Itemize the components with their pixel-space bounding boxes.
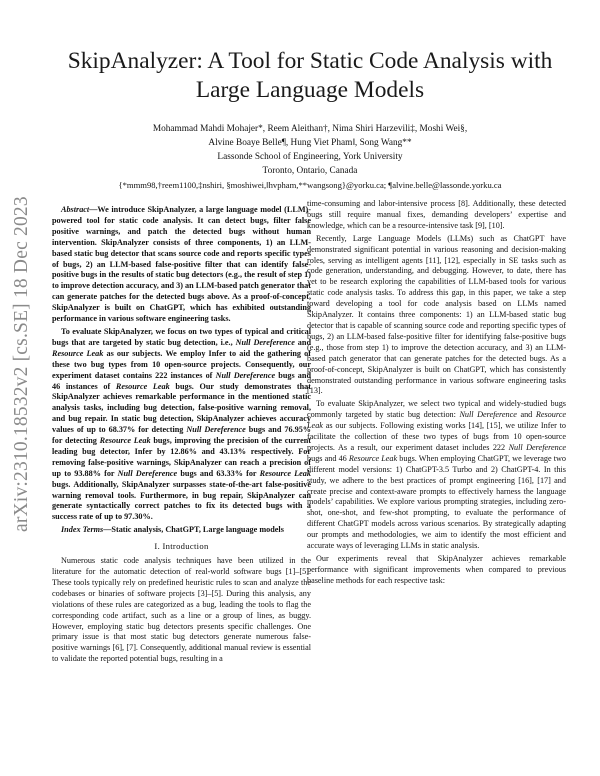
right-column: [307, 199, 566, 589]
arxiv-identifier: arXiv:2310.18532v2 [cs.SE] 18 Dec 2023: [11, 196, 32, 532]
abstract-paragraph-2: To evaluate SkipAnalyzer, we focus on two types of typical and critical bugs that are targeted by static bug detection, i.e., Null Dereference and Resource Leak as our subjects. We employ Infer to aid the gathering of these two bug types from 10 open-source projects. Consequently, our experiment dataset contains 222 instances of Null Dereference bugs and 46 instances of Resource Leak bugs. Our study demonstrates that SkipAnalyzer achieves remarkable performance in the mentioned static analysis tasks, including bug detection, false-positive warning removal, and bug repair. In static bug detection, SkipAnalyzer achieves accuracy values of up to 68.37% for detecting Null Dereference bugs and 76.95% for detecting Resource Leak bugs, improving the precision of the current leading bug detector, Infer by 12.86% and 43.13% respectively. For removing false-positive warnings, SkipAnalyzer can reach a precision of up to 93.88% for Null Dereference bugs and 63.33% for Resource Leak bugs. Additionally, SkipAnalyzer surpasses state-of-the-art false-positive warning removal tools. Furthermore, in bug repair, SkipAnalyzer can generate syntactically correct patches to fix its detected bugs with a success rate of up to 97.30%.: [52, 326, 312, 522]
affiliation-city: Toronto, Ontario, Canada: [262, 166, 358, 176]
title-line-2: Large Language Models: [195, 77, 425, 103]
authors-line-1: Mohammad Mahdi Mohajer*, Reem Aleithan†, Nima Shiri Harzevili‡, Moshi Wei§,: [152, 124, 468, 134]
authors-line-2: Alvine Boaye Belle¶, Hung Viet Pham‖, Song Wang**: [208, 138, 412, 148]
paper-title: [40, 47, 580, 105]
introduction-heading: I. Introduction: [154, 541, 209, 552]
continued-paragraph: time-consuming and labor-intensive process [8]. Additionally, these detected bugs still require manual fixes, demanding developers’ expertise and knowledge, which can be a resource-intensive task [9], [10].: [307, 199, 566, 230]
index-terms: Index Terms—Static analysis, ChatGPT, Large language models: [61, 525, 284, 535]
right-paragraph-2: Recently, Large Language Models (LLMs) such as ChatGPT have demonstrated significant potential in various reasoning and decision-making roles, serving as intelligent agents [11], [12], especially in SE tasks such as code generation, understanding, and debugging. However, to date, there has yet to be research exploring the capabilities of LLM-based tools for various static code analysis tasks. To address this gap, in this paper, we take a step toward developing a tool for code analysis based on LLMs named SkipAnalyzer. It contains three components: 1) an LLM-based static bug detector that is capable of scanning source code and reporting specific types of bugs, 2) an LLM-based false-positive filter for identifying false-positive bugs (e.g., those from step 1) to improve the detection accuracy, and 3) an LLM-based patch generator that can generate patches for the detected bugs. As a proof-of-concept, SkipAnalyzer is built on ChatGPT, which has consistently demonstrated outstanding performance in various software engineering tasks [13].: [307, 233, 566, 396]
abstract-label: Abstract: [61, 205, 90, 214]
right-paragraph-3: To evaluate SkipAnalyzer, we select two typical and widely-studied bugs commonly targeted by static bug detection: Null Dereference and Resource Leak as our subjects. Following existing works [14], [15], we utilize Infer to facilitate the collection of these two types of bugs from 10 open-source projects. As a result, our experiment dataset includes 222 Null Dereference bugs and 46 Resource Leak bugs. When employing ChatGPT, we leverage two different model versions: 1) ChatGPT-3.5 Turbo and 2) ChatGPT-4. In this study, we adhere to the best practices of prompt engineering [16], [17] and create precise and context-aware prompts to effectively harness the language models’ capabilities. We explore various prompting strategies, including zero-shot, one-shot, and few-shot prompting, to evaluate the performance of different ChatGPT models across various scenarios. By strategically adapting our prompts and methodologies, we aim to identify the most efficient and accurate ways of leveraging LLMs in static analysis.: [307, 399, 567, 551]
author-emails: {*mmm98,†reem1100,‡nshiri, §moshiwei,‖hvpham,**wangsong}@yorku.ca; ¶alvine.belle@lassonde.yorku.ca: [118, 180, 502, 190]
left-column: [52, 205, 311, 667]
abstract-paragraph-1: Abstract—We introduce SkipAnalyzer, a large language model (LLM)-powered tool for static code analysis. It can detect bugs, filter false positive warnings, and patch the detected bugs without human intervention. SkipAnalyzer consists of three components, 1) an LLM-based static bug detector that scans source code and reports specific types of bugs, 2) an LLM-based false-positive filter that can identify false-positive bugs in the results of static bug detectors (e.g., the result of step 1) to improve detection accuracy, and 3) an LLM-based patch generator that can generate patches for the detected bugs above. As a proof-of-concept, SkipAnalyzer is built on ChatGPT, which has exhibited outstanding performance in various software engineering tasks.: [52, 205, 311, 324]
title-line-1: SkipAnalyzer: A Tool for Static Code Analysis with: [67, 48, 553, 74]
introduction-paragraph-1: Numerous static code analysis techniques have been utilized in the literature for the automatic detection of real-world software bugs [1]–[5]. These tools typically rely on predefined heuristic rules to scan and analyze the codebases or binaries of software projects [3]–[5]. During this analysis, any violations of these rules are categorized as a bug, leading the tools to flag the corresponding code artifact, such as a line or a group of lines, as buggy. However, employing static bug detectors presents specific challenges. One primary issue is that most static bug detectors generate numerous false-positive warnings [6], [7]. Consequently, additional manual review is essential to validate the reported potential bugs, resulting in a: [52, 556, 311, 664]
right-paragraph-4: Our experiments reveal that SkipAnalyzer achieves remarkable performance with significant improvements when compared to previous baseline methods for each respective task:: [307, 554, 566, 585]
affiliation-school: Lassonde School of Engineering, York University: [217, 152, 403, 162]
index-terms-label: Index Terms: [61, 525, 104, 535]
